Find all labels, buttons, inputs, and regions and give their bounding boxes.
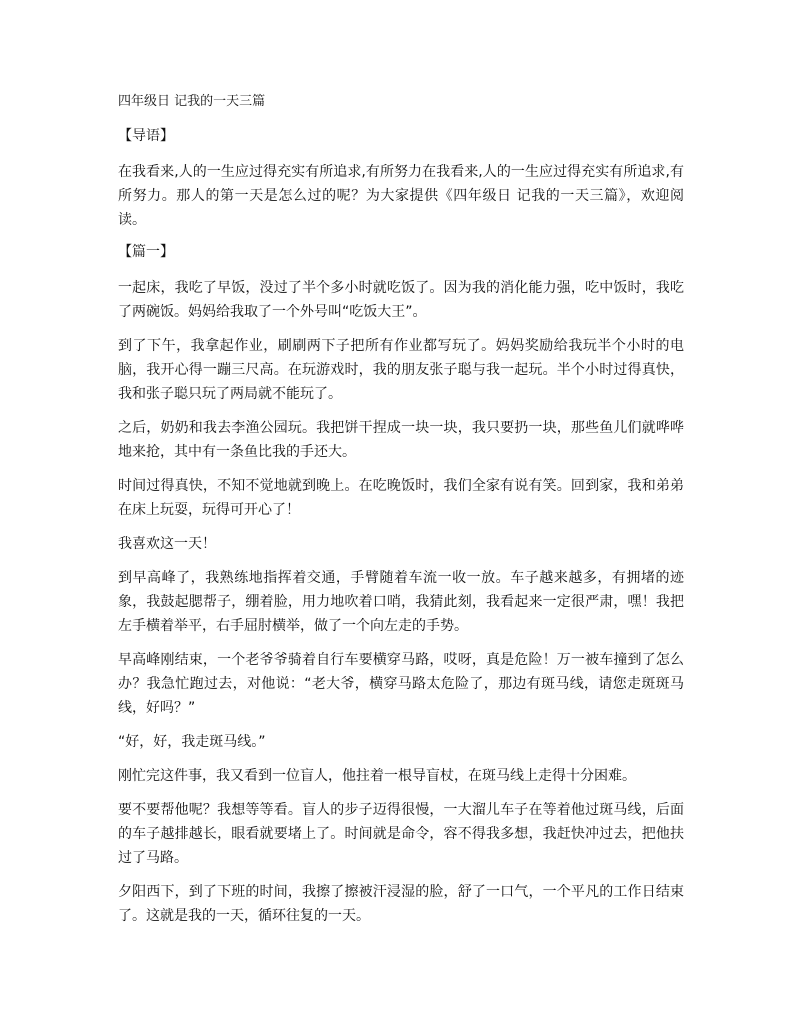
body-paragraph-6: 到早高峰了，我熟练地指挥着交通，手臂随着车流一收一放。车子越来越多，有拥堵的迹象，我鼓起腮帮子，绷着脸，用力地吹着口哨，我猜此刻，我看起来一定很严肃，嘿！我把左手横着举平，右手屈肘横举，做了一个向左走的手势。 [118, 570, 684, 634]
body-paragraph-4: 时间过得真快，不知不觉地就到晚上。在吃晚饭时，我们全家有说有笑。回到家，我和弟弟在床上玩耍，玩得可开心了！ [118, 478, 684, 518]
body-paragraph-9: 刚忙完这件事，我又看到一位盲人，他拄着一根导盲杖，在斑马线上走得十分困难。 [118, 768, 636, 784]
section-heading: 【篇一】 [118, 244, 174, 260]
body-paragraph-7: 早高峰刚结束，一个老爷爷骑着自行车要横穿马路，哎呀，真是危险！万一被车撞到了怎么办？我急忙跑过去，对他说：“老大爷，横穿马路太危险了，那边有斑马线，请您走斑斑马线，好吗？” [118, 652, 684, 716]
body-paragraph-11: 夕阳西下，到了下班的时间，我擦了擦被汗浸湿的脸，舒了一口气，一个平凡的工作日结束了。这就是我的一天，循环往复的一天。 [118, 884, 684, 924]
body-paragraph-5: 我喜欢这一天！ [118, 536, 216, 552]
body-paragraph-10: 要不要帮他呢？我想等等看。盲人的步子迈得很慢，一大溜儿车子在等着他过斑马线，后面的车子越排越长，眼看就要堵上了。时间就是命令，容不得我多想，我赶快冲过去，把他扶过了马路。 [118, 802, 684, 866]
body-paragraph-2: 到了下午，我拿起作业，刷刷两下子把所有作业都写玩了。妈妈奖励给我玩半个小时的电脑，我开心得一蹦三尺高。在玩游戏时，我的朋友张子聪与我一起玩。半个小时过得真快，我和张子聪只玩了两局就不能玩了。 [118, 338, 684, 402]
intro-paragraph: 在我看来,人的一生应过得充实有所追求,有所努力在我看来,人的一生应过得充实有所追求,有所努力。那人的第一天是怎么过的呢？为大家提供《四年级日 记我的一天三篇》，欢迎阅读。 [118, 164, 684, 228]
body-paragraph-8: “好，好，我走斑马线。” [118, 734, 266, 750]
document-title: 四年级日 记我的一天三篇 [118, 94, 266, 109]
intro-heading: 【导语】 [118, 128, 174, 144]
body-paragraph-1: 一起床，我吃了早饭，没过了半个多小时就吃饭了。因为我的消化能力强，吃中饭时，我吃了两碗饭。妈妈给我取了一个外号叫“吃饭大王”。 [118, 280, 684, 320]
body-paragraph-3: 之后，奶奶和我去李渔公园玩。我把饼干捏成一块一块，我只要扔一块，那些鱼儿们就哗哗地来抢，其中有一条鱼比我的手还大。 [118, 420, 684, 460]
document-page [118, 92, 684, 938]
